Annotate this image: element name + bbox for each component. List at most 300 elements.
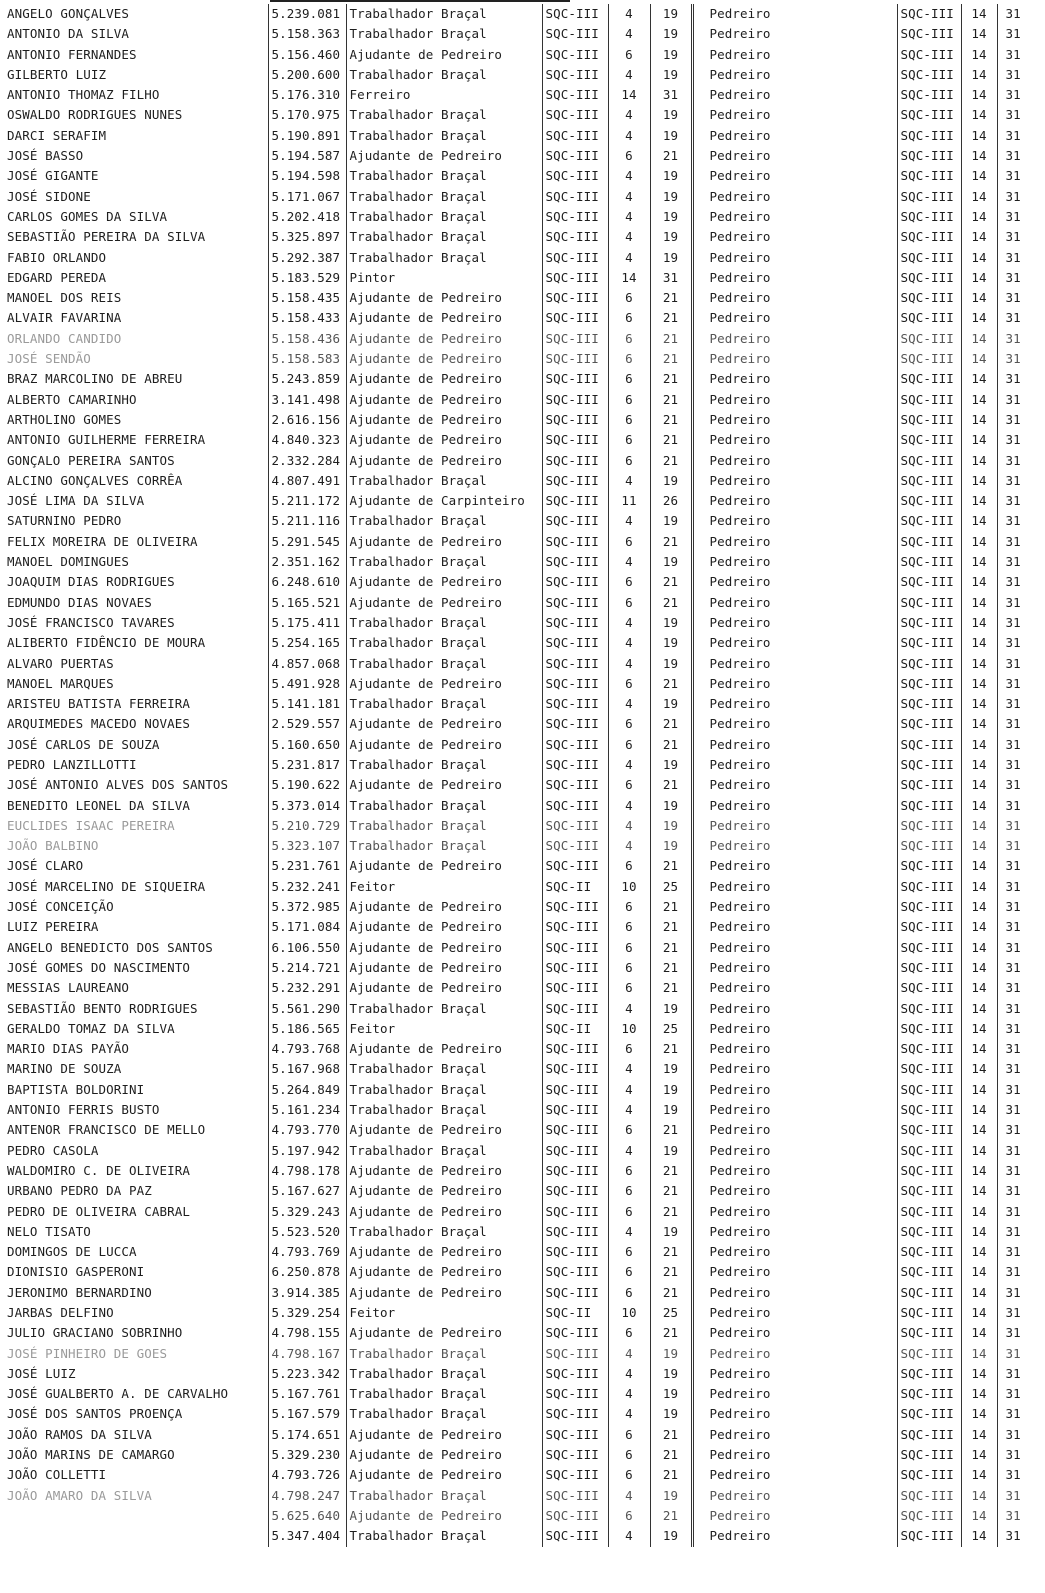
- table-row: [0, 349, 1043, 369]
- current-reference: SQC-III: [542, 1161, 608, 1181]
- new-level: 14: [961, 714, 997, 734]
- table-row: [0, 856, 1043, 876]
- current-reference: SQC-III: [542, 1404, 608, 1424]
- current-position: Trabalhador Braçal: [346, 65, 542, 85]
- current-grade: 19: [650, 1384, 692, 1404]
- current-grade: 19: [650, 187, 692, 207]
- employee-name: [0, 1506, 268, 1526]
- new-reference: SQC-III: [897, 126, 961, 146]
- current-level: 4: [608, 755, 650, 775]
- new-level: 14: [961, 552, 997, 572]
- current-reference: SQC-III: [542, 593, 608, 613]
- new-position: Pedreiro: [692, 1120, 897, 1140]
- registration-number: 5.161.234: [268, 1100, 346, 1120]
- current-position: Trabalhador Braçal: [346, 633, 542, 653]
- new-level: 14: [961, 1222, 997, 1242]
- table-row: [0, 248, 1043, 268]
- current-grade: 21: [650, 349, 692, 369]
- current-grade: 19: [650, 755, 692, 775]
- current-grade: 19: [650, 65, 692, 85]
- employee-name: JOSÉ GOMES DO NASCIMENTO: [7, 959, 191, 975]
- current-reference: SQC-III: [542, 1039, 608, 1059]
- registration-number: 5.170.975: [268, 105, 346, 125]
- current-grade: 19: [650, 1080, 692, 1100]
- table-row: [0, 755, 1043, 775]
- current-position: Ajudante de Pedreiro: [346, 917, 542, 937]
- current-reference: SQC-III: [542, 775, 608, 795]
- table-row: [0, 532, 1043, 552]
- current-level: 14: [608, 85, 650, 105]
- employee-name: GONÇALO PEREIRA SANTOS: [7, 452, 175, 468]
- new-position: Pedreiro: [692, 1039, 897, 1059]
- new-position: Pedreiro: [692, 1404, 897, 1424]
- current-grade: 19: [650, 613, 692, 633]
- new-reference: SQC-III: [897, 248, 961, 268]
- new-grade: 31: [997, 85, 1043, 105]
- current-grade: 19: [650, 552, 692, 572]
- current-grade: 21: [650, 958, 692, 978]
- current-reference: SQC-III: [542, 146, 608, 166]
- new-position: Pedreiro: [692, 1344, 897, 1364]
- new-reference: SQC-III: [897, 694, 961, 714]
- new-position: Pedreiro: [692, 654, 897, 674]
- current-grade: 21: [650, 369, 692, 389]
- registration-number: 5.176.310: [268, 85, 346, 105]
- current-level: 6: [608, 1039, 650, 1059]
- new-reference: SQC-III: [897, 938, 961, 958]
- registration-number: 5.167.579: [268, 1404, 346, 1424]
- table-row: [0, 105, 1043, 125]
- current-position: Trabalhador Braçal: [346, 1526, 542, 1546]
- current-position: Ajudante de Pedreiro: [346, 1120, 542, 1140]
- current-reference: SQC-III: [542, 1425, 608, 1445]
- new-position: Pedreiro: [692, 166, 897, 186]
- current-reference: SQC-III: [542, 1486, 608, 1506]
- new-grade: 31: [997, 105, 1043, 125]
- new-reference: SQC-III: [897, 897, 961, 917]
- employee-name: ANTONIO THOMAZ FILHO: [7, 87, 160, 103]
- current-reference: SQC-III: [542, 410, 608, 430]
- table-row: [0, 816, 1043, 836]
- new-reference: SQC-III: [897, 714, 961, 734]
- new-level: 14: [961, 796, 997, 816]
- current-level: 4: [608, 1384, 650, 1404]
- current-reference: SQC-III: [542, 572, 608, 592]
- new-reference: SQC-III: [897, 308, 961, 328]
- current-level: 6: [608, 714, 650, 734]
- current-position: Ajudante de Pedreiro: [346, 1506, 542, 1526]
- current-position: Trabalhador Braçal: [346, 1344, 542, 1364]
- current-level: 4: [608, 633, 650, 653]
- new-grade: 31: [997, 207, 1043, 227]
- new-grade: 31: [997, 897, 1043, 917]
- employee-name: BAPTISTA BOLDORINI: [7, 1081, 145, 1097]
- new-grade: 31: [997, 1364, 1043, 1384]
- registration-number: 5.167.761: [268, 1384, 346, 1404]
- employee-name: ALBERTO CAMARINHO: [7, 391, 137, 407]
- registration-number: 5.491.928: [268, 674, 346, 694]
- new-position: Pedreiro: [692, 187, 897, 207]
- new-reference: SQC-III: [897, 1161, 961, 1181]
- current-level: 6: [608, 451, 650, 471]
- current-level: 6: [608, 308, 650, 328]
- new-grade: 31: [997, 1425, 1043, 1445]
- current-position: Feitor: [346, 877, 542, 897]
- current-reference: SQC-III: [542, 65, 608, 85]
- current-reference: SQC-III: [542, 654, 608, 674]
- current-grade: 21: [650, 390, 692, 410]
- current-reference: SQC-III: [542, 1323, 608, 1343]
- current-reference: SQC-III: [542, 633, 608, 653]
- employee-name: ANTONIO DA SILVA: [7, 26, 130, 42]
- new-grade: 31: [997, 45, 1043, 65]
- new-level: 14: [961, 755, 997, 775]
- current-reference: SQC-III: [542, 552, 608, 572]
- new-position: Pedreiro: [692, 126, 897, 146]
- new-position: Pedreiro: [692, 45, 897, 65]
- current-reference: SQC-III: [542, 1364, 608, 1384]
- current-position: Ajudante de Pedreiro: [346, 369, 542, 389]
- current-position: Ajudante de Pedreiro: [346, 1161, 542, 1181]
- current-level: 6: [608, 1445, 650, 1465]
- new-position: Pedreiro: [692, 613, 897, 633]
- new-reference: SQC-III: [897, 45, 961, 65]
- new-grade: 31: [997, 613, 1043, 633]
- employee-name: JOSÉ GUALBERTO A. DE CARVALHO: [7, 1386, 229, 1402]
- new-position: Pedreiro: [692, 1465, 897, 1485]
- current-reference: SQC-III: [542, 166, 608, 186]
- current-grade: 21: [650, 1262, 692, 1282]
- new-level: 14: [961, 593, 997, 613]
- current-reference: SQC-III: [542, 978, 608, 998]
- new-level: 14: [961, 1303, 997, 1323]
- new-grade: 31: [997, 65, 1043, 85]
- new-level: 14: [961, 288, 997, 308]
- registration-number: 5.158.433: [268, 308, 346, 328]
- current-position: Trabalhador Braçal: [346, 1100, 542, 1120]
- employee-name: JOSÉ SIDONE: [7, 188, 91, 204]
- new-grade: 31: [997, 146, 1043, 166]
- current-level: 6: [608, 390, 650, 410]
- current-grade: 19: [650, 1344, 692, 1364]
- current-level: 4: [608, 187, 650, 207]
- new-level: 14: [961, 1242, 997, 1262]
- registration-number: 2.332.284: [268, 451, 346, 471]
- new-grade: 31: [997, 633, 1043, 653]
- current-position: Trabalhador Braçal: [346, 187, 542, 207]
- new-position: Pedreiro: [692, 856, 897, 876]
- current-grade: 21: [650, 1425, 692, 1445]
- new-level: 14: [961, 511, 997, 531]
- table-row: [0, 1445, 1043, 1465]
- employee-name: ALCINO GONÇALVES CORRÊA: [7, 472, 183, 488]
- current-position: Ajudante de Pedreiro: [346, 938, 542, 958]
- table-row: [0, 1384, 1043, 1404]
- current-level: 4: [608, 166, 650, 186]
- new-grade: 31: [997, 1262, 1043, 1282]
- table-row: [0, 1364, 1043, 1384]
- current-level: 6: [608, 146, 650, 166]
- current-level: 6: [608, 410, 650, 430]
- new-level: 14: [961, 410, 997, 430]
- current-grade: 21: [650, 714, 692, 734]
- current-level: 4: [608, 1344, 650, 1364]
- employee-name: MANOEL MARQUES: [7, 675, 114, 691]
- new-level: 14: [961, 430, 997, 450]
- table-row: [0, 1161, 1043, 1181]
- current-level: 4: [608, 1404, 650, 1424]
- current-reference: SQC-III: [542, 796, 608, 816]
- registration-number: 5.171.067: [268, 187, 346, 207]
- current-position: Ajudante de Pedreiro: [346, 1283, 542, 1303]
- new-level: 14: [961, 349, 997, 369]
- current-position: Ajudante de Pedreiro: [346, 1181, 542, 1201]
- new-reference: SQC-III: [897, 1080, 961, 1100]
- table-row: [0, 1303, 1043, 1323]
- new-reference: SQC-III: [897, 1404, 961, 1424]
- current-position: Ajudante de Carpinteiro: [346, 491, 542, 511]
- table-row: [0, 24, 1043, 44]
- registration-number: 6.250.878: [268, 1262, 346, 1282]
- new-grade: 31: [997, 775, 1043, 795]
- current-grade: 19: [650, 4, 692, 24]
- employee-name: ANTONIO FERNANDES: [7, 46, 137, 62]
- new-level: 14: [961, 471, 997, 491]
- new-position: Pedreiro: [692, 1323, 897, 1343]
- table-row: [0, 369, 1043, 389]
- current-level: 4: [608, 65, 650, 85]
- current-grade: 21: [650, 1181, 692, 1201]
- new-grade: 31: [997, 288, 1043, 308]
- current-level: 4: [608, 1080, 650, 1100]
- employee-name: EDMUNDO DIAS NOVAES: [7, 594, 152, 610]
- current-level: 6: [608, 735, 650, 755]
- current-position: Trabalhador Braçal: [346, 796, 542, 816]
- current-grade: 21: [650, 1202, 692, 1222]
- new-reference: SQC-III: [897, 552, 961, 572]
- new-reference: SQC-III: [897, 1303, 961, 1323]
- new-reference: SQC-III: [897, 1141, 961, 1161]
- new-grade: 31: [997, 1120, 1043, 1140]
- new-position: Pedreiro: [692, 1181, 897, 1201]
- current-position: Ajudante de Pedreiro: [346, 430, 542, 450]
- new-reference: SQC-III: [897, 836, 961, 856]
- current-position: Ajudante de Pedreiro: [346, 1262, 542, 1282]
- table-row: [0, 430, 1043, 450]
- current-reference: SQC-III: [542, 532, 608, 552]
- employee-name: JERONIMO BERNARDINO: [7, 1284, 152, 1300]
- current-reference: SQC-III: [542, 369, 608, 389]
- new-reference: SQC-III: [897, 816, 961, 836]
- registration-number: 5.200.600: [268, 65, 346, 85]
- current-grade: 19: [650, 999, 692, 1019]
- new-grade: 31: [997, 654, 1043, 674]
- table-row: [0, 1283, 1043, 1303]
- current-reference: SQC-III: [542, 999, 608, 1019]
- new-position: Pedreiro: [692, 105, 897, 125]
- registration-number: 4.793.768: [268, 1039, 346, 1059]
- new-reference: SQC-III: [897, 1222, 961, 1242]
- current-grade: 21: [650, 1283, 692, 1303]
- registration-number: 2.529.557: [268, 714, 346, 734]
- current-level: 4: [608, 694, 650, 714]
- employee-name: LUIZ PEREIRA: [7, 919, 99, 935]
- new-position: Pedreiro: [692, 633, 897, 653]
- employee-name: ANGELO GONÇALVES: [7, 6, 130, 21]
- new-grade: 31: [997, 836, 1043, 856]
- current-level: 4: [608, 1526, 650, 1546]
- employee-name: DOMINGOS DE LUCCA: [7, 1244, 137, 1260]
- employee-name: JOSÉ GIGANTE: [7, 168, 99, 184]
- employee-name: JOSÉ BASSO: [7, 148, 84, 164]
- new-grade: 31: [997, 714, 1043, 734]
- current-grade: 21: [650, 978, 692, 998]
- registration-number: 4.798.247: [268, 1486, 346, 1506]
- new-level: 14: [961, 978, 997, 998]
- current-position: Ajudante de Pedreiro: [346, 1425, 542, 1445]
- new-reference: SQC-III: [897, 1283, 961, 1303]
- table-row: [0, 1120, 1043, 1140]
- new-grade: 31: [997, 471, 1043, 491]
- employee-name: EUCLIDES ISAAC PEREIRA: [7, 817, 175, 833]
- new-position: Pedreiro: [692, 430, 897, 450]
- new-level: 14: [961, 917, 997, 937]
- current-position: Trabalhador Braçal: [346, 105, 542, 125]
- new-grade: 31: [997, 978, 1043, 998]
- table-row: [0, 877, 1043, 897]
- current-grade: 21: [650, 1242, 692, 1262]
- table-row: [0, 978, 1043, 998]
- new-reference: SQC-III: [897, 917, 961, 937]
- registration-number: 5.329.254: [268, 1303, 346, 1323]
- current-reference: SQC-III: [542, 1526, 608, 1546]
- current-grade: 19: [650, 816, 692, 836]
- current-grade: 19: [650, 633, 692, 653]
- current-level: 4: [608, 511, 650, 531]
- current-reference: SQC-III: [542, 1384, 608, 1404]
- current-level: 6: [608, 1262, 650, 1282]
- top-rule: [270, 0, 570, 2]
- new-grade: 31: [997, 390, 1043, 410]
- new-level: 14: [961, 613, 997, 633]
- current-grade: 21: [650, 308, 692, 328]
- table-row: [0, 390, 1043, 410]
- current-level: 4: [608, 248, 650, 268]
- new-grade: 31: [997, 694, 1043, 714]
- new-reference: SQC-III: [897, 369, 961, 389]
- employee-name: JOSÉ FRANCISCO TAVARES: [7, 614, 175, 630]
- new-level: 14: [961, 958, 997, 978]
- current-position: Ajudante de Pedreiro: [346, 45, 542, 65]
- new-reference: SQC-III: [897, 958, 961, 978]
- new-level: 14: [961, 1506, 997, 1526]
- current-level: 6: [608, 1181, 650, 1201]
- current-grade: 19: [650, 796, 692, 816]
- new-level: 14: [961, 45, 997, 65]
- table-row: [0, 227, 1043, 247]
- current-grade: 19: [650, 1364, 692, 1384]
- new-position: Pedreiro: [692, 491, 897, 511]
- registration-number: 4.798.155: [268, 1323, 346, 1343]
- registration-number: 5.183.529: [268, 268, 346, 288]
- new-grade: 31: [997, 1283, 1043, 1303]
- table-row: [0, 674, 1043, 694]
- new-position: Pedreiro: [692, 978, 897, 998]
- registration-number: 5.211.172: [268, 491, 346, 511]
- new-grade: 31: [997, 1303, 1043, 1323]
- employee-name: OSWALDO RODRIGUES NUNES: [7, 107, 183, 123]
- new-reference: SQC-III: [897, 329, 961, 349]
- current-reference: SQC-III: [542, 958, 608, 978]
- new-reference: SQC-III: [897, 654, 961, 674]
- registration-number: 5.211.116: [268, 511, 346, 531]
- current-reference: SQC-III: [542, 1120, 608, 1140]
- current-grade: 21: [650, 917, 692, 937]
- employee-name: JOSÉ CONCEIÇÃO: [7, 899, 114, 915]
- current-reference: SQC-III: [542, 1202, 608, 1222]
- current-level: 6: [608, 856, 650, 876]
- new-grade: 31: [997, 369, 1043, 389]
- new-grade: 31: [997, 187, 1043, 207]
- employee-name: SATURNINO PEDRO: [7, 513, 122, 529]
- new-position: Pedreiro: [692, 836, 897, 856]
- new-position: Pedreiro: [692, 24, 897, 44]
- new-position: Pedreiro: [692, 65, 897, 85]
- new-position: Pedreiro: [692, 85, 897, 105]
- current-level: 6: [608, 917, 650, 937]
- employee-name: MESSIAS LAUREANO: [7, 980, 130, 996]
- current-grade: 19: [650, 1141, 692, 1161]
- new-position: Pedreiro: [692, 410, 897, 430]
- new-grade: 31: [997, 1323, 1043, 1343]
- current-position: Trabalhador Braçal: [346, 836, 542, 856]
- employee-name: CARLOS GOMES DA SILVA: [7, 208, 168, 224]
- registration-number: 5.243.859: [268, 369, 346, 389]
- new-level: 14: [961, 674, 997, 694]
- registration-number: 5.141.181: [268, 694, 346, 714]
- new-grade: 31: [997, 856, 1043, 876]
- table-row: [0, 451, 1043, 471]
- table-row: [0, 1222, 1043, 1242]
- current-position: Feitor: [346, 1303, 542, 1323]
- registration-number: 5.186.565: [268, 1019, 346, 1039]
- new-position: Pedreiro: [692, 1100, 897, 1120]
- new-position: Pedreiro: [692, 714, 897, 734]
- new-level: 14: [961, 1039, 997, 1059]
- registration-number: 5.347.404: [268, 1526, 346, 1546]
- new-reference: SQC-III: [897, 1181, 961, 1201]
- registration-number: 5.214.721: [268, 958, 346, 978]
- current-level: 6: [608, 593, 650, 613]
- registration-number: 5.158.583: [268, 349, 346, 369]
- current-reference: SQC-III: [542, 755, 608, 775]
- table-row: [0, 836, 1043, 856]
- new-position: Pedreiro: [692, 572, 897, 592]
- new-reference: SQC-III: [897, 755, 961, 775]
- registration-number: 5.165.521: [268, 593, 346, 613]
- current-level: 6: [608, 1120, 650, 1140]
- table-row: [0, 552, 1043, 572]
- employee-name: MANOEL DOS REIS: [7, 290, 122, 306]
- current-level: 6: [608, 430, 650, 450]
- new-reference: SQC-III: [897, 1445, 961, 1465]
- new-grade: 31: [997, 1526, 1043, 1546]
- current-reference: SQC-III: [542, 1141, 608, 1161]
- table-row: [0, 958, 1043, 978]
- current-level: 6: [608, 1323, 650, 1343]
- current-reference: SQC-III: [542, 126, 608, 146]
- current-position: Ajudante de Pedreiro: [346, 1323, 542, 1343]
